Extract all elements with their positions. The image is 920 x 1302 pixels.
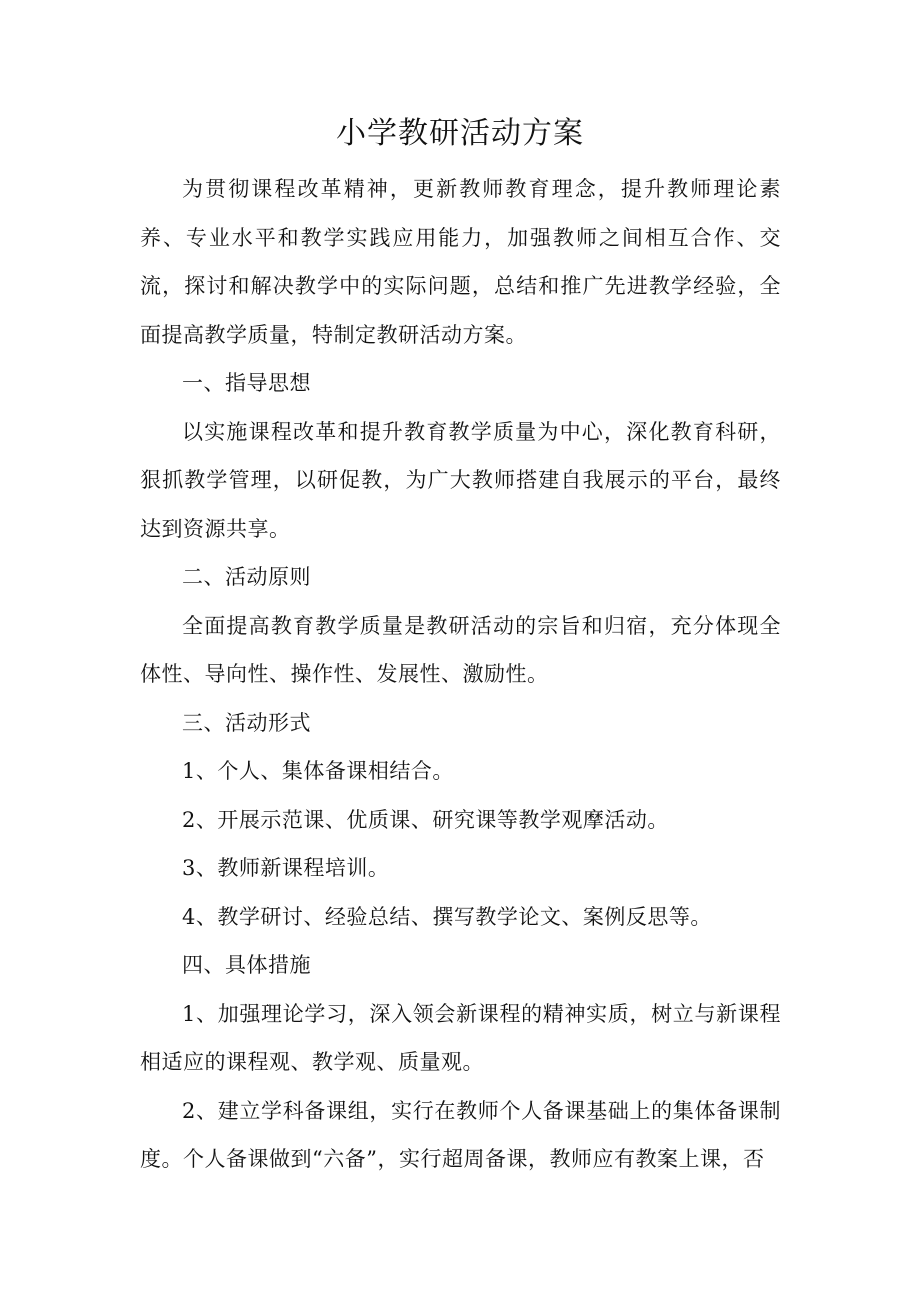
intro-paragraph: 为贯彻课程改革精神，更新教师教育理念，提升教师理论素养、专业水平和教学实践应用能力，加强教师之间相互合作、交流，探讨和解决教学中的实际问题，总结和推广先进教学经验，全面提高教学质量，特制定教研活动方案。	[140, 177, 781, 347]
document-title: 小学教研活动方案	[336, 116, 584, 151]
principles-paragraph: 全面提高教育教学质量是教研活动的宗旨和归宿，充分体现全体性、导向性、操作性、发展性、激励性。	[140, 613, 781, 686]
form-item-3: 3、教师新课程培训。	[182, 856, 390, 880]
measure-item-2: 2、建立学科备课组，实行在教师个人备课基础上的集体备课制度。个人备课做到“六备”，实行超周备课，教师应有教案上课，否	[140, 1098, 781, 1171]
section-heading-guiding-thought: 一、指导思想	[182, 371, 311, 395]
form-item-4: 4、教学研讨、经验总结、撰写教学论文、案例反思等。	[182, 904, 712, 929]
form-item-2: 2、开展示范课、优质课、研究课等教学观摩活动。	[182, 807, 669, 832]
section-heading-forms: 三、活动形式	[182, 710, 311, 735]
guiding-thought-paragraph: 以实施课程改革和提升教育教学质量为中心，深化教育科研，狠抓教学管理，以研促教，为广大教师搭建自我展示的平台，最终达到资源共享。	[140, 419, 781, 541]
measure-item-1: 1、加强理论学习，深入领会新课程的精神实质，树立与新课程相适应的课程观、教学观、质量观。	[140, 1001, 781, 1074]
document-body	[140, 165, 781, 1184]
section-heading-measures: 四、具体措施	[182, 953, 311, 977]
form-item-1: 1、个人、集体备课相结合。	[182, 759, 454, 783]
section-heading-principles: 二、活动原则	[182, 565, 311, 589]
